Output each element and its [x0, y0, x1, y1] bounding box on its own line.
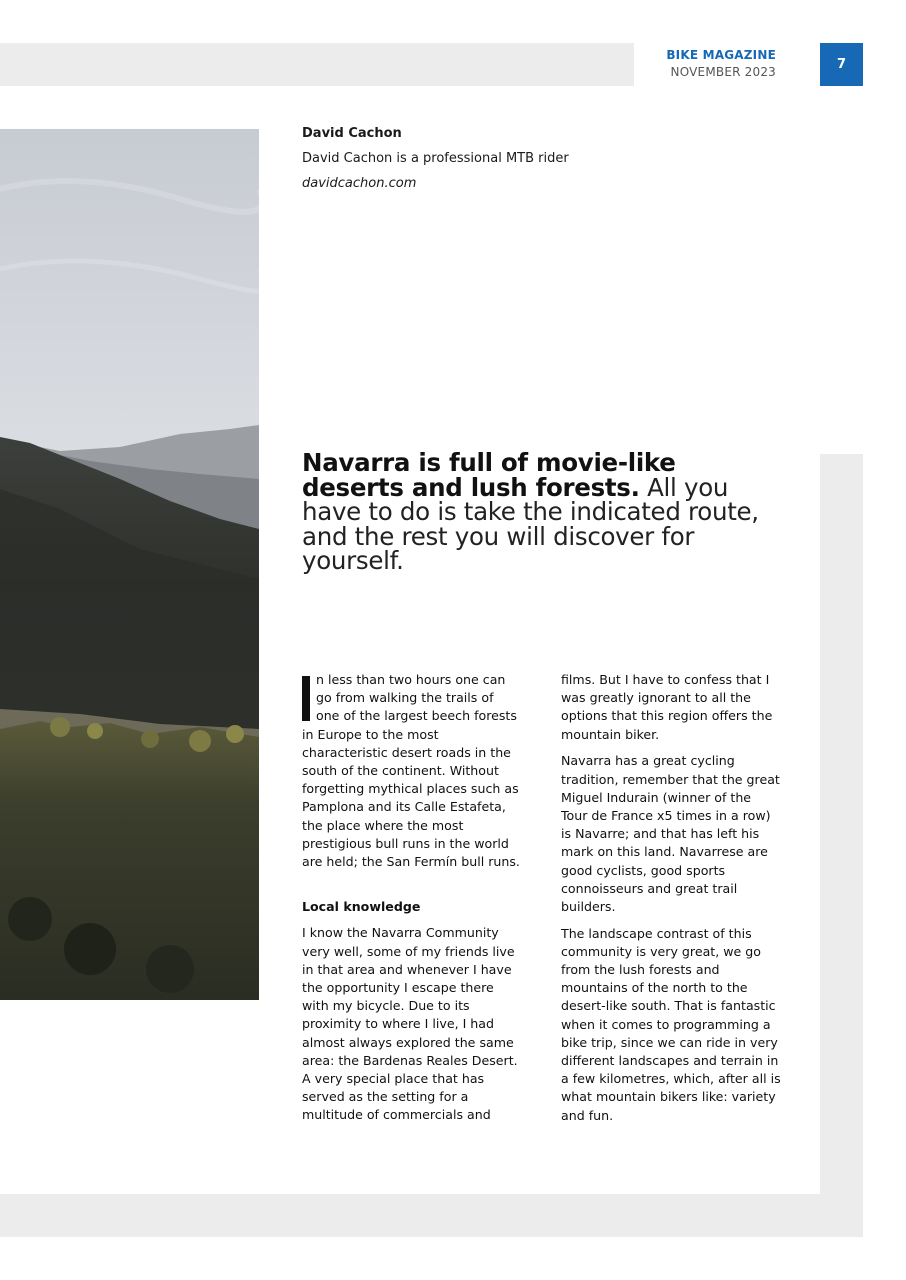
drop-cap: [302, 676, 310, 721]
author-bio: David Cachon is a professional MTB rider: [302, 151, 569, 166]
section-subheading: Local knowledge: [302, 899, 421, 915]
intro-text: n less than two hours one can go from walking the trails of one of the largest beech forests in Europe to the most characteristic desert roads in the south of the continent. Without forgetting mythical places such as Pamplona and its Calle Estafeta, the place where the most prestigious bull runs in the world are held; the San Fermín bull runs.: [302, 672, 520, 870]
paragraph: I know the Navarra Community very well, some of my friends live in that area and whenever I have the opportunity I escape there with my bicycle. Due to its proximity to where I live, I had almost always explored the same area: the Bardenas Reales Desert. A very special place that has served as the setting for a multitude of commercials and: [302, 925, 518, 1123]
author-website: davidcachon.com: [302, 176, 417, 191]
pull-quote-light: All you have to do is take the indicated route, and the rest you will discover for yourself.: [302, 472, 759, 575]
magazine-name: BIKE MAGAZINE: [666, 48, 776, 62]
author-name: David Cachon: [302, 126, 402, 141]
masthead: [666, 48, 776, 79]
page-number: 7: [820, 43, 863, 86]
issue-date: NOVEMBER 2023: [670, 65, 776, 79]
paragraph: The landscape contrast of this community is very great, we go from the lush forests and mountains of the north to the desert-like south. That is fantastic when it comes to programming a bike trip, since we can ride in very different landscapes and terrain in a few kilometres, which, after all is what mountain bikers like: variety and fun.: [561, 925, 781, 1123]
pull-quote-bold: Navarra is full of movie-like deserts and lush forests.: [302, 448, 676, 502]
landscape-photo: [0, 129, 259, 1000]
author-box: [302, 126, 802, 191]
pull-quote: [302, 448, 782, 575]
article-column-1: [302, 671, 520, 1133]
side-band: [820, 454, 863, 1237]
footer-band: [0, 1194, 863, 1237]
paragraph: films. But I have to confess that I was greatly ignorant to all the options that this region offers the mountain biker.: [561, 672, 773, 742]
paragraph: Navarra has a great cycling tradition, remember that the great Miguel Indurain (winner of the Tour de France x5 times in a row) is Navarre; and that has left his mark on this land. Navarrese are good cyclists, good sports connoisseurs and great trail builders.: [561, 753, 780, 914]
article-column-2: [561, 671, 781, 1133]
intro-paragraph: [302, 671, 520, 871]
header-band: [0, 43, 634, 86]
